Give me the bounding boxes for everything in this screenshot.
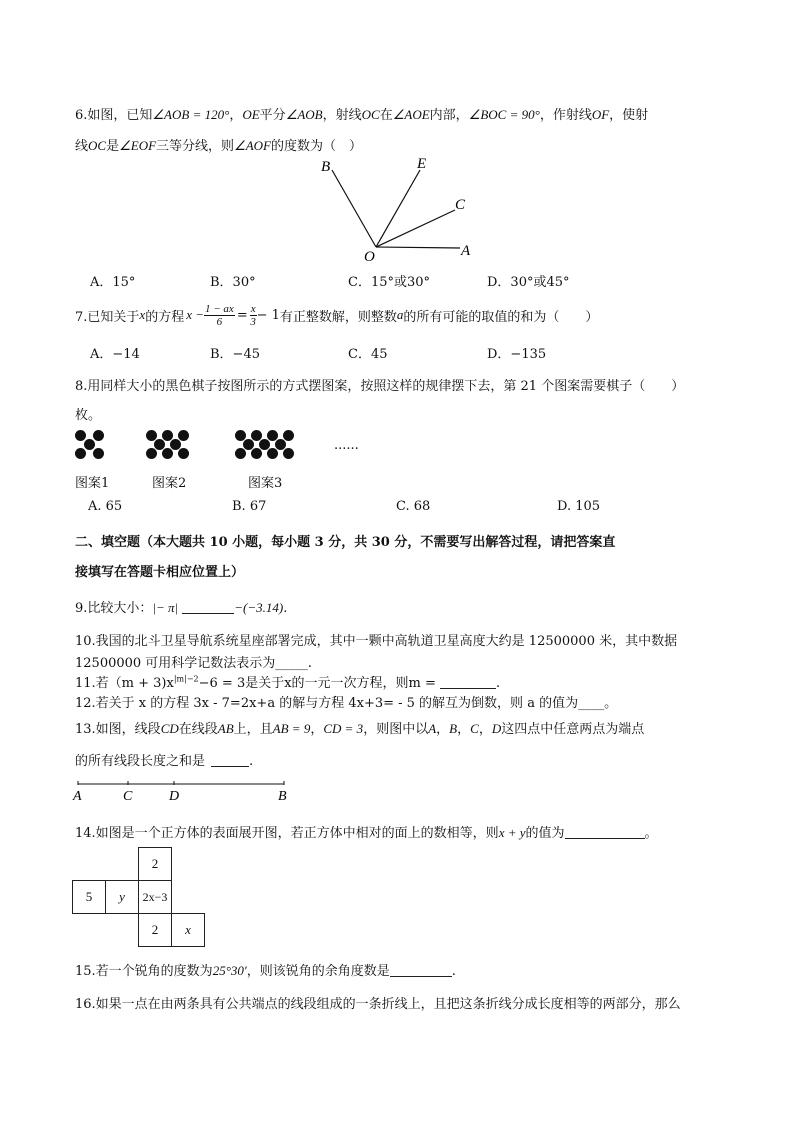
q6-line2: 线OC是∠EOF三等分线，则∠AOF的度数为（ ） xyxy=(75,138,362,154)
q11-answer-blank xyxy=(440,675,496,689)
section2-heading-line2: 接填写在答题卡相应位置上） xyxy=(75,565,245,580)
q9-answer-blank xyxy=(182,600,234,614)
q11-line: 11.若$(m + 3)x^{|m|-2}-6 = 3$是关于x的一元一次方程，则m = . xyxy=(75,674,501,691)
q8-pattern-2 xyxy=(146,430,191,460)
ray-oc xyxy=(376,210,455,247)
q15-line: 15.若一个锐角的度数为25°30′，则该锐角的余角度数是 . xyxy=(75,963,456,979)
label-c: C xyxy=(455,197,466,213)
q9-line: 9.比较大小：|− π| −(−3.14). xyxy=(75,600,288,616)
q7-option-b: B．−45 xyxy=(210,347,260,362)
label-d: D xyxy=(169,789,180,804)
net-cell-bottom: 2 xyxy=(138,913,172,947)
net-cell-center: 2x−3 xyxy=(138,880,172,914)
label-c: C xyxy=(123,789,133,804)
q8-pattern-3 xyxy=(235,430,295,460)
q10-line2: 12500000 可用科学记数法表示为_____. xyxy=(75,656,312,671)
label-e: E xyxy=(417,156,427,172)
label-a: A xyxy=(461,243,471,259)
q15-answer-blank xyxy=(390,963,452,977)
q16-line: 16.如果一点在由两条具有公共端点的线段组成的一条折线上，且把这条折线分成长度相等的两部分，那么 xyxy=(75,997,681,1012)
q8-caption-3: 图案3 xyxy=(248,476,283,491)
ray-oe xyxy=(376,170,420,247)
label-a: A xyxy=(73,789,82,804)
q8-caption-2: 图案2 xyxy=(152,476,187,491)
q13-line2: 的所有线段长度之和是 . xyxy=(75,754,254,769)
q6-angle-figure xyxy=(310,152,485,264)
label-o: O xyxy=(364,249,375,264)
q8-option-b: B. 67 xyxy=(232,499,267,514)
q8-ellipsis: ...... xyxy=(334,438,359,453)
ray-oa xyxy=(376,247,460,248)
net-cell-y: y xyxy=(105,880,139,914)
net-cell-left: 5 xyxy=(72,880,106,914)
q7-fraction-1: $\frac{1 - ax}{6}$ xyxy=(205,302,234,328)
q8-option-c: C. 68 xyxy=(396,499,431,514)
net-cell-x: x xyxy=(171,913,205,947)
q8-option-d: D. 105 xyxy=(557,499,601,514)
label-b: B xyxy=(321,159,331,175)
q12-line: 12.若关于 x 的方程 3x - 7=2x+a 的解与方程 4x+3= - 5 的解互为倒数，则 a 的值为____。 xyxy=(75,696,618,711)
q7-line: 7.已知关于 x 的方程 x − $\frac{1 - ax}{6}$ = $\frac{x}{3}$ − 1 有正整数解，则整数 a 的所有可能的取值的和为（ ） xyxy=(75,302,599,328)
q7-option-c: C．45 xyxy=(348,347,388,362)
q6-option-c: C．15°或30° xyxy=(348,275,431,290)
q13-segment-figure xyxy=(70,778,295,804)
q13-line1: 13.如图，线段CD在线段AB上，且AB = 9，CD = 3，则图中以A，B，C，D这四点中任意两点为端点 xyxy=(75,721,645,737)
q8-line2: 枚。 xyxy=(75,408,102,423)
q14-line: 14.如图是一个正方体的表面展开图，若正方体中相对的面上的数相等，则x + y的值为 。 xyxy=(75,825,658,841)
q6-option-d: D．30°或45° xyxy=(487,275,570,290)
q8-pattern-1 xyxy=(75,430,105,460)
section2-heading-line1: 二、填空题（本大题共 10 小题，每小题 3 分，共 30 分，不需要写出解答过程，请把答案直 xyxy=(75,535,616,550)
q14-answer-blank xyxy=(565,825,645,839)
net-cell-top: 2 xyxy=(138,847,172,881)
q6-option-b: B．30° xyxy=(210,275,256,290)
q7-option-d: D．−135 xyxy=(487,347,547,362)
q8-caption-1: 图案1 xyxy=(75,476,110,491)
q6-option-a: A．15° xyxy=(90,275,136,290)
q8-line1: 8.用同样大小的黑色棋子按图所示的方式摆图案，按照这样的规律摆下去，第 21 个图案需要棋子（ ） xyxy=(75,379,685,394)
q8-option-a: A. 65 xyxy=(88,499,123,514)
label-b: B xyxy=(278,789,287,804)
ray-ob xyxy=(332,170,376,247)
q7-fraction-2: $\frac{x}{3}$ xyxy=(250,302,256,328)
q13-answer-blank xyxy=(211,753,249,767)
q10-line1: 10.我国的北斗卫星导航系统星座部署完成，其中一颗中高轨道卫星高度大约是 12500000 米，其中数据 xyxy=(75,634,678,649)
q6-line1: 6.如图，已知∠AOB = 120°，OE平分∠AOB，射线OC在∠AOE内部，∠BOC = 90°，作射线OF，使射 xyxy=(75,107,649,123)
q7-option-a: A．−14 xyxy=(90,347,140,362)
q14-cube-net xyxy=(72,847,212,947)
